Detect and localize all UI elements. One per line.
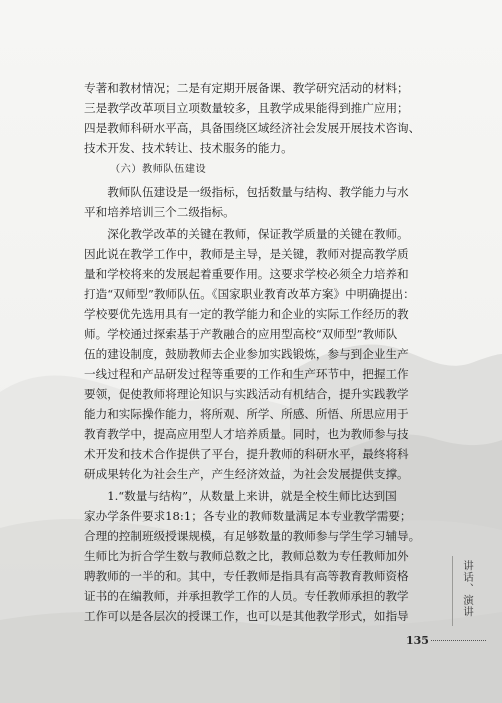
text-line: 打造“双师型”教师队伍。《国家职业教育改革方案》中明确提出： [84, 287, 415, 301]
side-tab-label: 讲话、演讲 [462, 560, 474, 618]
text-line: 工作可以是各层次的授课工作，也可以是其他教学形式，如指导 [84, 609, 409, 623]
text-line: 能力和实际操作能力，将所观、所学、所感、所悟、所思应用于 [84, 407, 409, 421]
text-line: 平和培养培训三个二级指标。 [84, 205, 235, 219]
text-line: 家办学条件要求18:1；各专业的教师数量满足本专业教学需要； [84, 509, 412, 523]
text-line: 三是教学改革项目立项数量较多，且教学成果能得到推广应用； [84, 101, 409, 115]
text-line: 术开发和技术合作提供了平台，提升教师的科研水平，最终将科 [84, 447, 409, 461]
text-line: 师。学校通过探索基于产教融合的应用型高校“双师型”教师队 [84, 327, 398, 341]
text-line: 学校要优先选用具有一定的教学能力和企业的实际工作经历的教 [84, 307, 409, 321]
section-heading: （六）教师队伍建设 [110, 164, 207, 175]
text-line: 证书的在编教师，并承担教学工作的人员。专任教师承担的教学 [84, 589, 409, 603]
text-line: 教师队伍建设是一级指标，包括数量与结构、教学能力与水 [84, 185, 409, 199]
text-line: 教育教学中，提高应用型人才培养质量。同时，也为教师参与技 [84, 427, 409, 441]
text-line: 伍的建设制度，鼓励教师去企业参加实践锻炼，参与到企业生产 [84, 347, 409, 361]
text-line: 技术开发、技术转让、技术服务的能力。 [84, 141, 293, 155]
footer-dotted-leader [431, 640, 486, 642]
text-line: 专著和教材情况；二是有定期开展备课、教学研究活动的材料； [84, 81, 409, 95]
text-line: 合理的控制班级授课规模，有足够数量的教师参与学生学习辅导。 [84, 529, 421, 543]
page-footer [406, 632, 496, 650]
text-line: 生师比为折合学生数与教师总数之比，教师总数为专任教师加外 [84, 549, 409, 563]
text-line: 聘教师的一半的和。其中，专任教师是指具有高等教育教师资格 [84, 569, 409, 583]
text-line: 深化教学改革的关键在教师，保证教学质量的关键在教师。 [84, 227, 409, 241]
text-line: 研成果转化为社会生产，产生经济效益，为社会发展提供支撑。 [84, 467, 409, 481]
text-line: 一线过程和产品研发过程等重要的工作和生产环节中，把握工作 [84, 367, 409, 381]
text-line: 要领，促使教师将理论知识与实践活动有机结合，提升实践教学 [84, 387, 409, 401]
section-side-tab [452, 556, 485, 626]
text-line: 量和学校将来的发展起着重要作用。这要求学校必须全力培养和 [84, 267, 409, 281]
text-line: 四是教师科研水平高，具备围绕区域经济社会发展开展技术咨询、 [84, 121, 421, 135]
page-number: 135 [406, 634, 429, 647]
text-line: 1.“数量与结构”，从数量上来讲，就是全校生师比达到国 [84, 489, 397, 503]
text-line: 因此说在教学工作中，教师是主导，是关键，教师对提高教学质 [84, 247, 409, 261]
